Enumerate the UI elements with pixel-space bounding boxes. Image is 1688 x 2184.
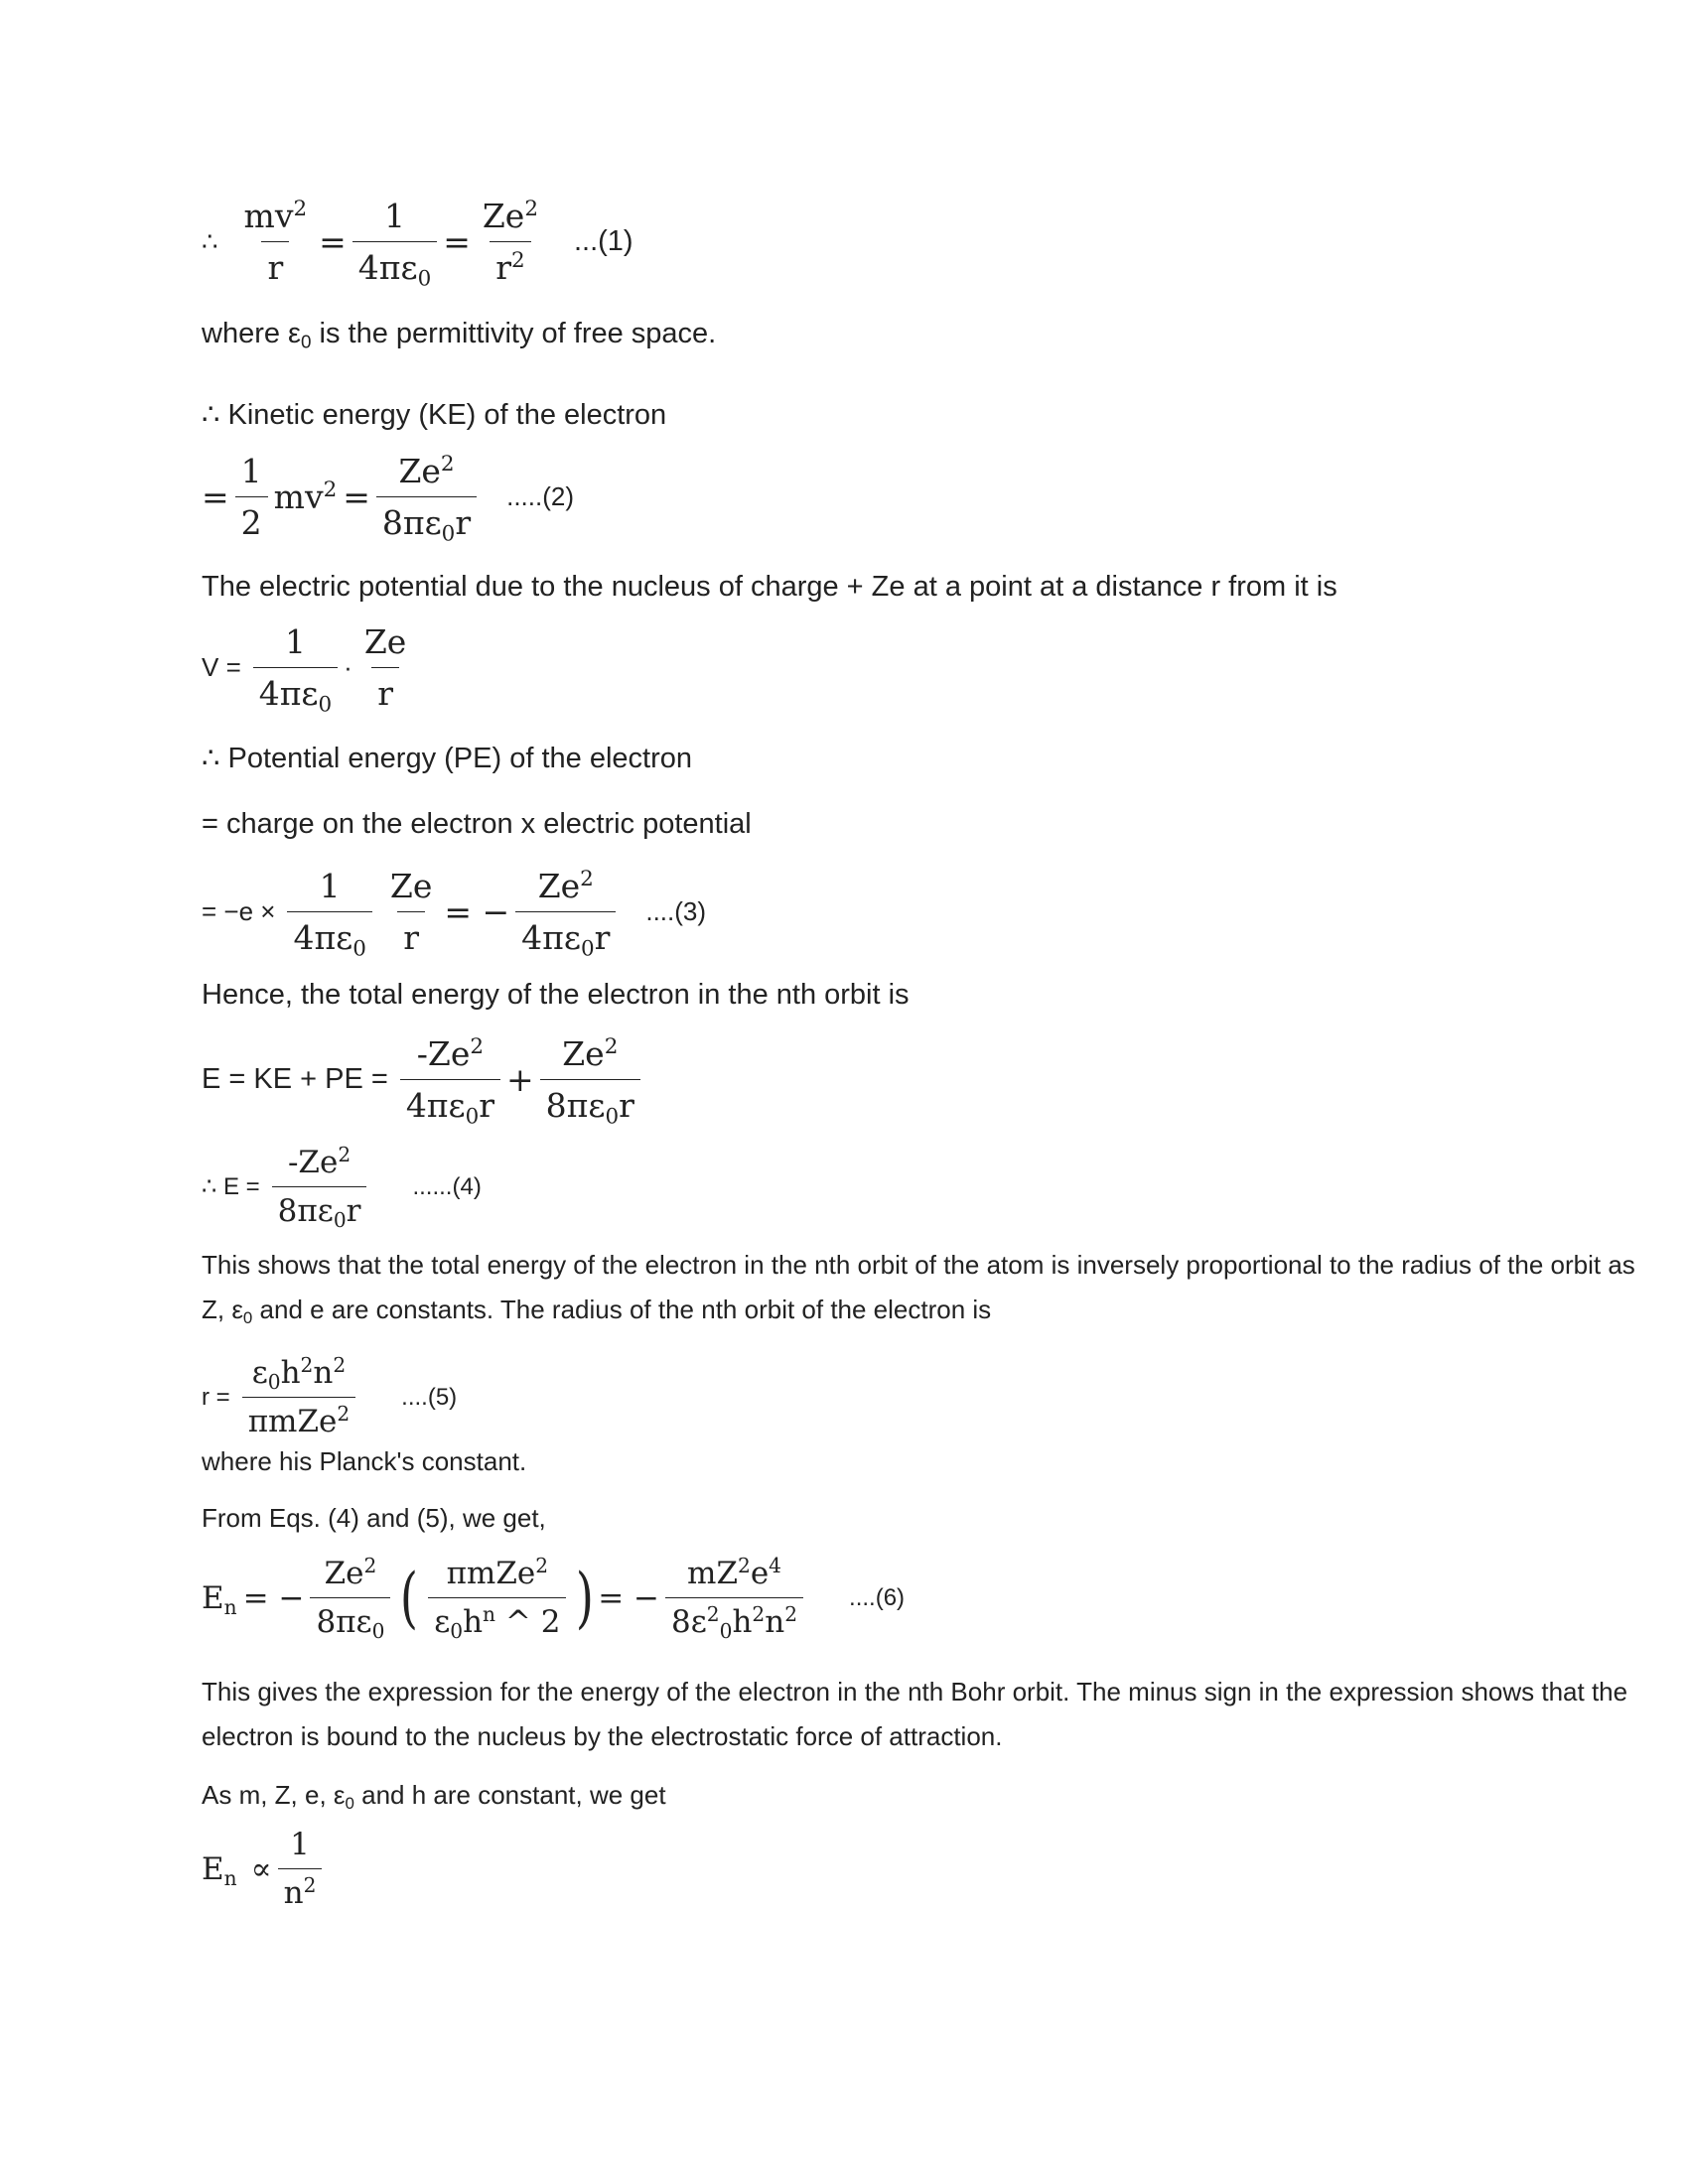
- equation-2: [202, 452, 574, 547]
- e-n: $E_n$: [202, 1850, 237, 1890]
- fraction-ze2-over-8pieps0r: $\frac{Ze^2}{8\pi\varepsilon_0r}$: [376, 452, 477, 542]
- e-n: $E_n$: [202, 1579, 237, 1619]
- left-parenthesis: (: [400, 1559, 419, 1636]
- text-line-planck: where his Planck's constant.: [202, 1446, 527, 1476]
- fraction-1-over-4pieps0: $\frac{1}{4\pi\varepsilon_0}$: [352, 197, 437, 287]
- text-line-electric-potential: The electric potential due to the nucleus of charge + Ze at a point at a distance r from it is: [202, 571, 1337, 603]
- equals-sign: =: [343, 478, 370, 516]
- equation-tag: .....(2): [506, 481, 574, 511]
- fraction-one-half: $\frac{1}{2}$: [235, 452, 268, 542]
- equation-potential: [202, 622, 418, 718]
- equals-minus: = −: [598, 1579, 659, 1616]
- equals-sign: =: [202, 478, 229, 516]
- equation-tag: ....(5): [401, 1383, 458, 1411]
- fraction-1-over-4pieps0: $\frac{1}{4\pi\varepsilon_0}$: [287, 867, 371, 957]
- text-line-total-energy: Hence, the total energy of the electron in the nth orbit is: [202, 979, 910, 1011]
- equals-sign: =: [443, 222, 471, 261]
- equation-tag: ......(4): [412, 1172, 482, 1200]
- therefore-symbol: ∴: [202, 226, 218, 256]
- plus-sign: +: [506, 1060, 534, 1099]
- right-parenthesis: ): [576, 1559, 595, 1636]
- text-line-potential-energy: ∴ Potential energy (PE) of the electron: [202, 743, 692, 774]
- fraction-ze-over-r: $\frac{Ze}{r}$: [389, 867, 433, 957]
- fraction-ze2-over-8pieps0r: $\frac{Ze^2}{8\pi\varepsilon_0r}$: [540, 1034, 640, 1125]
- fraction-ze2-over-4pieps0r: $\frac{Ze^2}{4\pi\varepsilon_0r}$: [515, 867, 616, 957]
- equation-tag: ...(1): [573, 225, 633, 257]
- equation-tag: ....(6): [849, 1583, 906, 1611]
- equation-1: [202, 197, 633, 292]
- v-equals: V =: [202, 652, 241, 682]
- equation-proportional: [202, 1827, 328, 1911]
- r-equals: r =: [202, 1383, 230, 1411]
- text-line-charge: = charge on the electron x electric potential: [202, 808, 752, 840]
- paragraph-bohr-orbit-energy: This gives the expression for the energy of the electron in the nth Bohr orbit. The minus sign in the expression shows that the electron is bound to the nucleus by the electrostatic force of attraction.: [202, 1677, 1628, 1751]
- minus-e-times: = −e ×: [202, 896, 276, 926]
- fraction-1-over-4pieps0: $\frac{1}{4\pi\varepsilon_0}$: [253, 622, 338, 713]
- paragraph-inverse-proportional: This shows that the total energy of the electron in the nth orbit of the atom is inversely proportional to the radius of the orbit as Z, $\varepsilon_0$ and e are constants. The radius of the nth orbit of the electron is: [202, 1250, 1635, 1328]
- dot-operator: ·: [344, 652, 352, 682]
- fraction-1-over-n2: $\frac{1}{n^2}$: [278, 1827, 323, 1911]
- equation-total-energy: [202, 1034, 646, 1130]
- therefore-e-equals: ∴ E =: [202, 1173, 260, 1200]
- equation-5: [202, 1352, 458, 1439]
- text-line-kinetic-energy: ∴ Kinetic energy (KE) of the electron: [202, 399, 667, 431]
- equals-minus: = −: [242, 1579, 305, 1616]
- text-line-permittivity: where $\varepsilon_0$ is the permittivity of free space.: [202, 318, 717, 352]
- fraction-bohr-energy: $\frac{mZ^2e^4}{8\varepsilon^2_0h^2n^2}$: [665, 1556, 803, 1640]
- mv-squared: $mv^2$: [273, 478, 338, 516]
- equals-minus: = −: [444, 892, 510, 931]
- equation-6: [202, 1553, 906, 1644]
- fraction-mv2-over-r: $\frac{mv^2}{r}$: [243, 197, 308, 287]
- fraction-radius: $\frac{\varepsilon_0h^2n^2}{\pi mZe^2}$: [242, 1355, 355, 1439]
- fraction-ze-over-r: $\frac{Ze}{r}$: [363, 622, 407, 713]
- e-equals-ke-plus-pe: E = KE + PE =: [202, 1063, 388, 1095]
- equals-sign: =: [319, 222, 347, 261]
- text-line-from-eqs: From Eqs. (4) and (5), we get,: [202, 1503, 546, 1533]
- text-line-constants: As m, Z, e, $\varepsilon_0$ and h are constant, we get: [202, 1780, 666, 1814]
- fraction-neg-ze2-over-8pieps0r: $\frac{-Ze^2}{8\pi\varepsilon_0r}$: [272, 1145, 367, 1229]
- proportional-symbol: ∝: [250, 1850, 272, 1887]
- equation-4: [202, 1142, 482, 1233]
- fraction-radius-inverse: $\frac{\pi mZe^2}{\varepsilon_0h^n \^{} 2}$: [428, 1556, 566, 1640]
- fraction-ze2-over-8pieps0: $\frac{Ze^2}{8\pi\varepsilon_0}$: [310, 1556, 390, 1640]
- fraction-neg-ze2-over-4pieps0r: $\frac{-Ze^2}{4\pi\varepsilon_0r}$: [400, 1034, 500, 1125]
- equation-tag: ....(3): [645, 896, 707, 926]
- fraction-ze2-over-r2: $\frac{Ze^2}{r^2}$: [482, 197, 538, 287]
- equation-3: [202, 867, 707, 962]
